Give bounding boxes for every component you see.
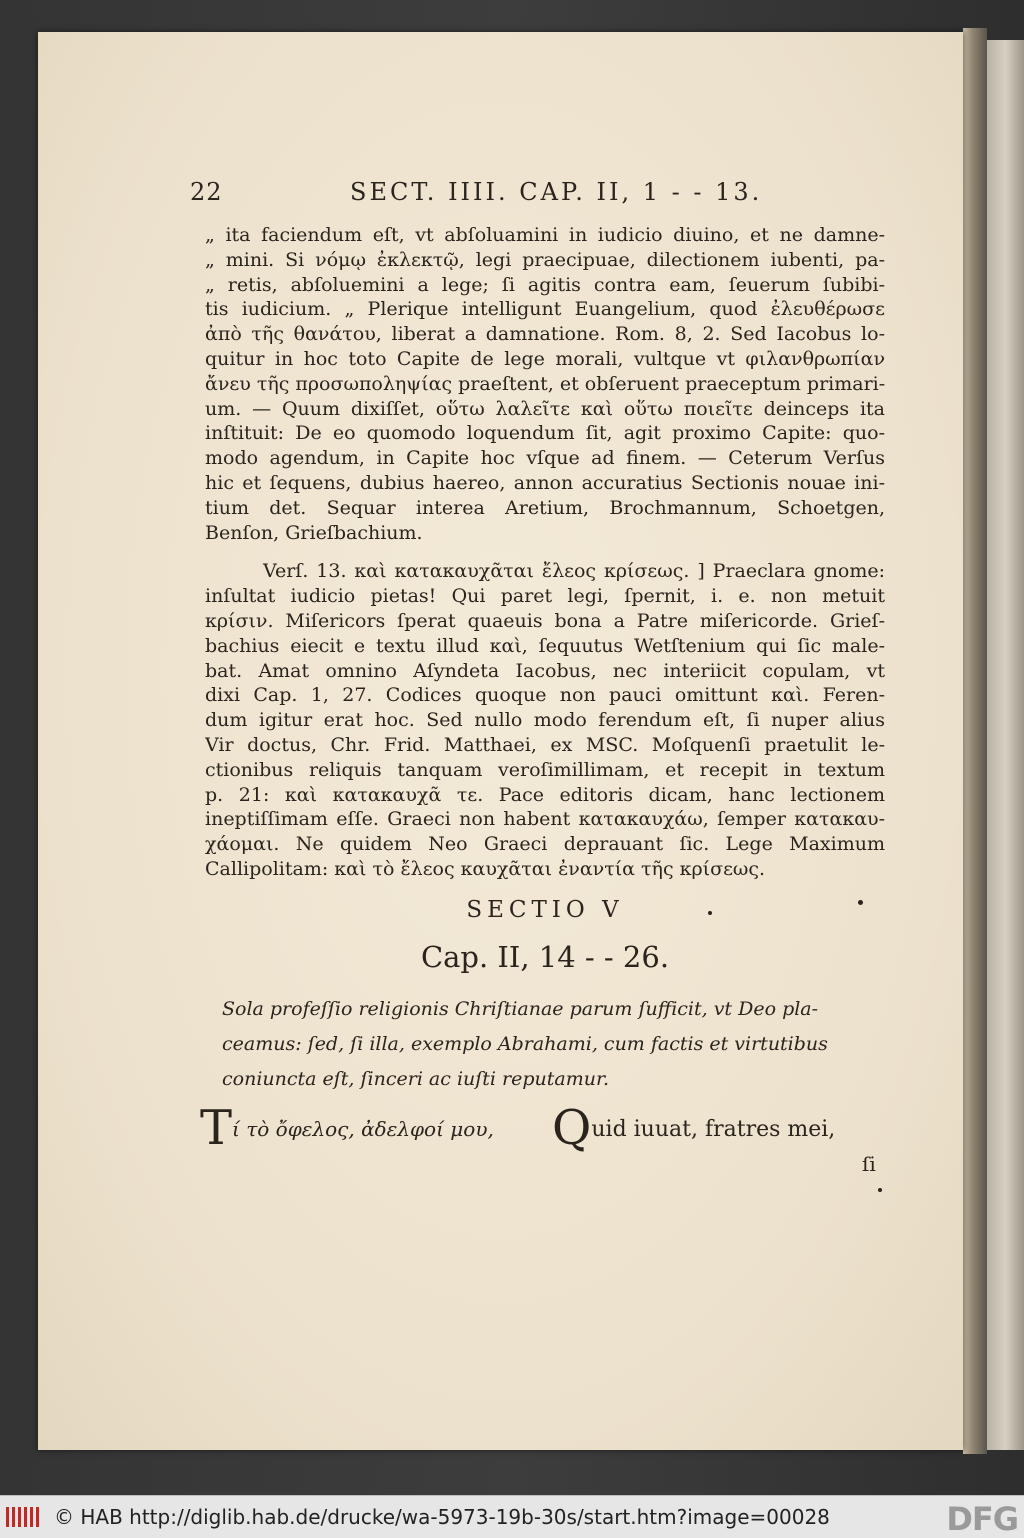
ink-speck: [858, 900, 863, 905]
page-number: 22: [190, 178, 223, 206]
body-line: tis iudicium. „ Plerique intelligunt Euangelium, quod ἐλευθέρωσε: [205, 298, 885, 321]
body-line: Verſ. 13. καὶ κατακαυχᾶται ἔλεος κρίσεως. ] Praeclara gnome:: [263, 560, 885, 583]
incipit-line: [200, 1100, 890, 1156]
body-text: [205, 223, 885, 882]
body-line: um. — Quum dixiſſet, οὕτω λαλεῖτε καὶ οὕτω ποιεῖτε deinceps ita: [205, 397, 885, 420]
greek-incipit: ί τὸ ὄφελος, ἀδελφοί μου,: [232, 1117, 494, 1141]
body-line: quitur in hoc toto Capite de lege morali, vultque vt φιλανθρωπίαν: [205, 347, 885, 370]
chapter-heading: Cap. II, 14 - - 26.: [420, 940, 670, 974]
body-line: dum igitur erat hoc. Sed nullo modo ferendum eſt, ſi nuper alius: [205, 709, 885, 732]
viewer-footer: [0, 1495, 1024, 1538]
body-line: Benſon, Grieſbachium.: [205, 521, 423, 544]
body-line: „ ita faciendum eſt, vt abſoluamini in iudicio diuino, et ne damne-: [205, 224, 885, 246]
body-line: ἄνευ τῆς προσωποληψίας praeſtent, et obſeruent praeceptum primari-: [205, 372, 885, 395]
ink-speck: [708, 911, 712, 915]
body-line: inſtituit: De eo quomodo loquendum ſit, agit proximo Capite: quo-: [205, 422, 885, 445]
next-page-edge: [987, 40, 1024, 1450]
paragraph-gap: [205, 545, 885, 559]
summary-line: Sola profeſſio religionis Chriſtianae parum ſufficit, vt Deo pla-: [222, 998, 819, 1020]
body-line: ἀπὸ τῆς θανάτου, liberat a damnatione. Rom. 8, 2. Sed Iacobus lo-: [205, 323, 885, 346]
latin-initial: Q: [552, 1100, 592, 1156]
barcode-icon: [6, 1507, 42, 1527]
latin-incipit: uid iuuat, fratres mei,: [591, 1117, 836, 1142]
body-line: κρίσιν. Miſericors ſperat quaeuis bona a Patre miſericorde. Grieſ-: [205, 609, 885, 632]
latin-incipit-wrap: [552, 1100, 836, 1156]
section-summary: [222, 992, 852, 1097]
body-line: „ mini. Si νόμῳ ἐκλεκτῷ, legi praecipuae, dilectionem iubenti, pa-: [205, 248, 885, 271]
book-gutter: [963, 28, 987, 1454]
body-line: bat. Amat omnino Aſyndeta Iacobus, nec interiicit copulam, vt: [205, 659, 885, 682]
body-line: Callipolitam: καὶ τὸ ἔλεος καυχᾶται ἐναντία τῆς κρίσεως.: [205, 857, 766, 880]
body-line: bachius eiecit e textu illud καὶ, ſequutus Wetſtenium qui ſic male-: [205, 634, 885, 657]
body-line: modo agendum, in Capite hoc vſque ad finem. — Ceterum Verſus: [205, 447, 885, 470]
dfg-logo: DFG: [946, 1500, 1018, 1538]
body-line: p. 21: καὶ κατακαυχᾶ τε. Pace editoris dicam, hanc lectionem: [205, 783, 885, 806]
body-line: χάομαι. Ne quidem Neo Graeci deprauant ſic. Lege Maximum: [205, 833, 885, 856]
summary-line: coniuncta eſt, ſinceri ac iuſti reputamur.: [222, 1068, 610, 1090]
body-line: tium det. Sequar interea Aretium, Brochmannum, Schoetgen,: [205, 496, 885, 519]
section-title: SECTIO V: [466, 897, 624, 923]
summary-line: ceamus: ſed, ſi illa, exemplo Abrahami, cum factis et virtutibus: [222, 1033, 828, 1055]
catchword: ſi: [862, 1152, 876, 1176]
body-line: inſultat iudicio pietas! Qui paret legi, ſpernit, i. e. non metuit: [205, 585, 885, 608]
body-line: ctionibus reliquis tanquam veroſimillimam, et recepit in textum: [205, 758, 885, 781]
greek-initial: T: [200, 1100, 233, 1156]
body-line: hic et ſequens, dubius haereo, annon accuratius Sectionis nouae ini-: [205, 471, 885, 494]
ink-speck: [878, 1188, 882, 1192]
running-head: SECT. IIII. CAP. II, 1 - - 13.: [350, 178, 763, 206]
body-line: ineptiſſimam eſſe. Graeci non habent κατακαυχάω, ſemper κατακαυ-: [205, 808, 885, 831]
body-line: dixi Cap. 1, 27. Codices quoque non pauci omittunt καὶ. Feren-: [205, 684, 885, 707]
copyright-url[interactable]: © HAB http://diglib.hab.de/drucke/wa-5973-19b-30s/start.htm?image=00028: [54, 1505, 830, 1529]
body-line: „ retis, abſoluemini a lege; ſi agitis contra eam, ſeuerum ſubibi-: [205, 273, 885, 296]
body-line: Vir doctus, Chr. Frid. Matthaei, ex MSC. Moſquenſi praetulit le-: [205, 733, 885, 756]
